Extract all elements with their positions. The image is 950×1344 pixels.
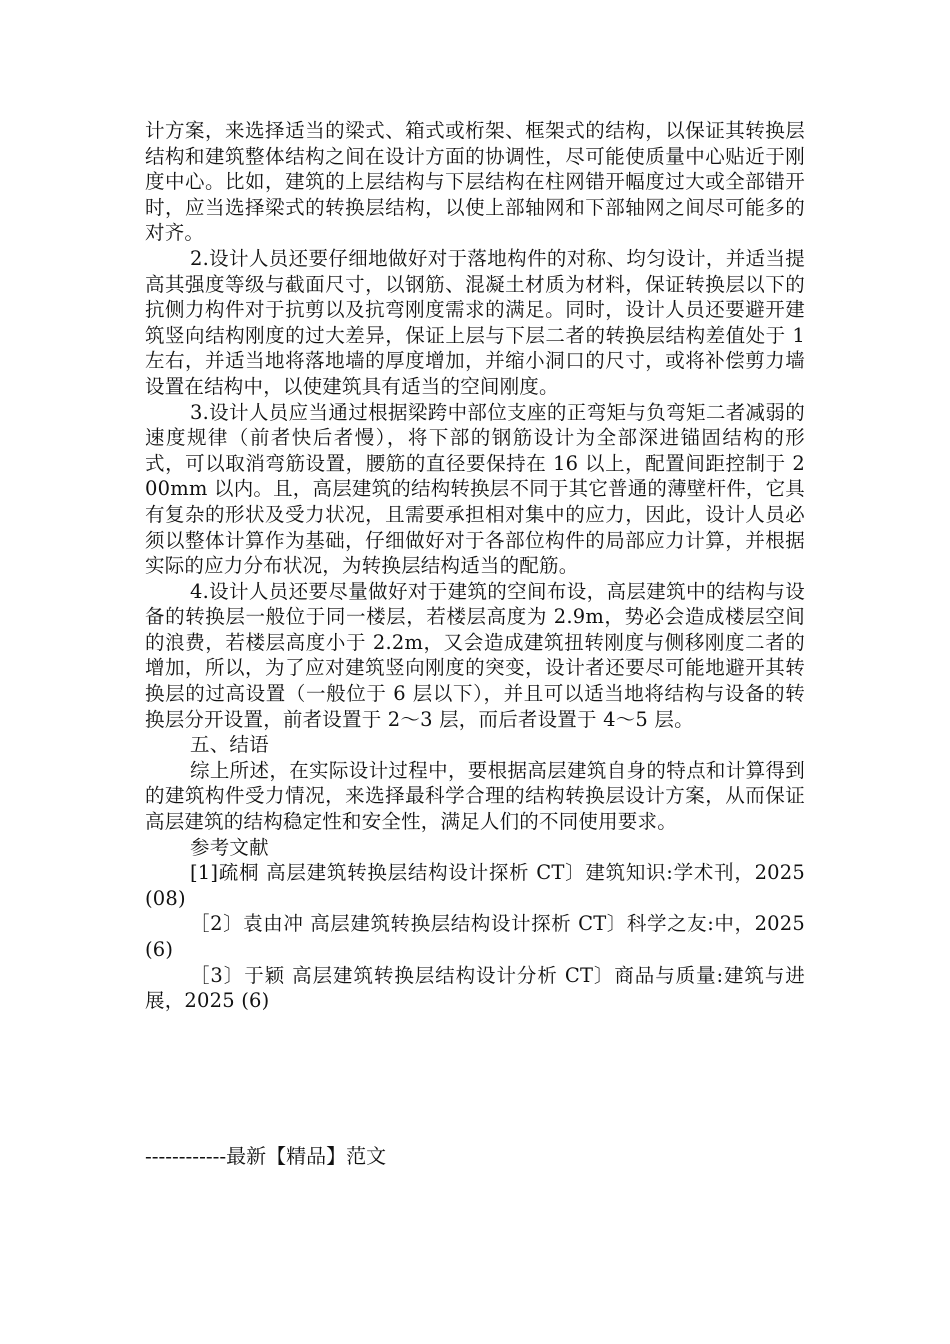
paragraph-continuation: 计方案，来选择适当的梁式、箱式或桁架、框架式的结构，以保证其转换层结构和建筑整体结构之间在设计方面的协调性，尽可能使质量中心贴近于刚度中心。比如，建筑的上层结构与下层结构在柱网错开幅度过大或全部错开时，应当选择梁式的转换层结构，以使上部轴网和下部轴网之间尽可能多的对齐。: [145, 119, 805, 245]
paragraph-conclusion: 综上所述，在实际设计过程中，要根据高层建筑自身的特点和计算得到的建筑构件受力情况，来选择最科学合理的结构转换层设计方案，从而保证高层建筑的结构稳定性和安全性，满足人们的不同使用要求。: [145, 758, 805, 834]
paragraph-item-2: 2.设计人员还要仔细地做好对于落地构件的对称、均匀设计，并适当提高其强度等级与截面尺寸，以钢筋、混凝土材质为材料，保证转换层以下的抗侧力构件对于抗剪以及抗弯刚度需求的满足。同时，设计人员还要避开建筑竖向结构刚度的过大差异，保证上层与下层二者的转换层结构差值处于 1 左右，并适当地将落地墙的厚度增加，并缩小洞口的尺寸，或将补偿剪力墙设置在结构中，以使建筑具有适当的空间刚度。: [145, 246, 805, 398]
reference-item-2: ［2〕袁由冲 高层建筑转换层结构设计探析 CT〕科学之友:中，2025 (6): [145, 912, 805, 961]
section-heading-conclusion: 五、结语: [190, 733, 269, 757]
paragraph-item-3: 3.设计人员应当通过根据梁跨中部位支座的正弯矩与负弯矩二者减弱的速度规律（前者快后者慢），将下部的钢筋设计为全部深进锚固结构的形式，可以取消弯筋设置，腰筋的直径要保持在 16 以上，配置间距控制于 200mm 以内。且，高层建筑的结构转换层不同于其它普通的薄壁杆件，它具有复杂的形状及受力状况，且需要承担相对集中的应力，因此，设计人员必须以整体计算作为基础，仔细做好对于各部位构件的局部应力计算，并根据实际的应力分布状况，为转换层结构适当的配筋。: [145, 400, 805, 578]
document-body: [145, 118, 805, 1014]
paragraph-item-4: 4.设计人员还要尽量做好对于建筑的空间布设，高层建筑中的结构与设备的转换层一般位于同一楼层，若楼层高度为 2.9m，势必会造成楼层空间的浪费，若楼层高度小于 2.2m，又会造成建筑扭转刚度与侧移刚度二者的增加，所以，为了应对建筑竖向刚度的突变，设计者还要尽可能地避开其转换层的过高设置（一般位于 6 层以下），并且可以适当地将结构与设备的转换层分开设置，前者设置于 2～3 层，而后者设置于 4～5 层。: [145, 579, 805, 731]
reference-item-3: ［3〕于颖 高层建筑转换层结构设计分析 CT〕商品与质量:建筑与进展，2025 (6): [145, 963, 805, 1013]
references-heading: 参考文献: [190, 835, 269, 859]
reference-item-1: [1]疏桐 高层建筑转换层结构设计探析 CT〕建筑知识:学术刊，2025 (08): [145, 861, 805, 910]
footer-tagline: ------------最新【精品】范文: [145, 1144, 387, 1168]
